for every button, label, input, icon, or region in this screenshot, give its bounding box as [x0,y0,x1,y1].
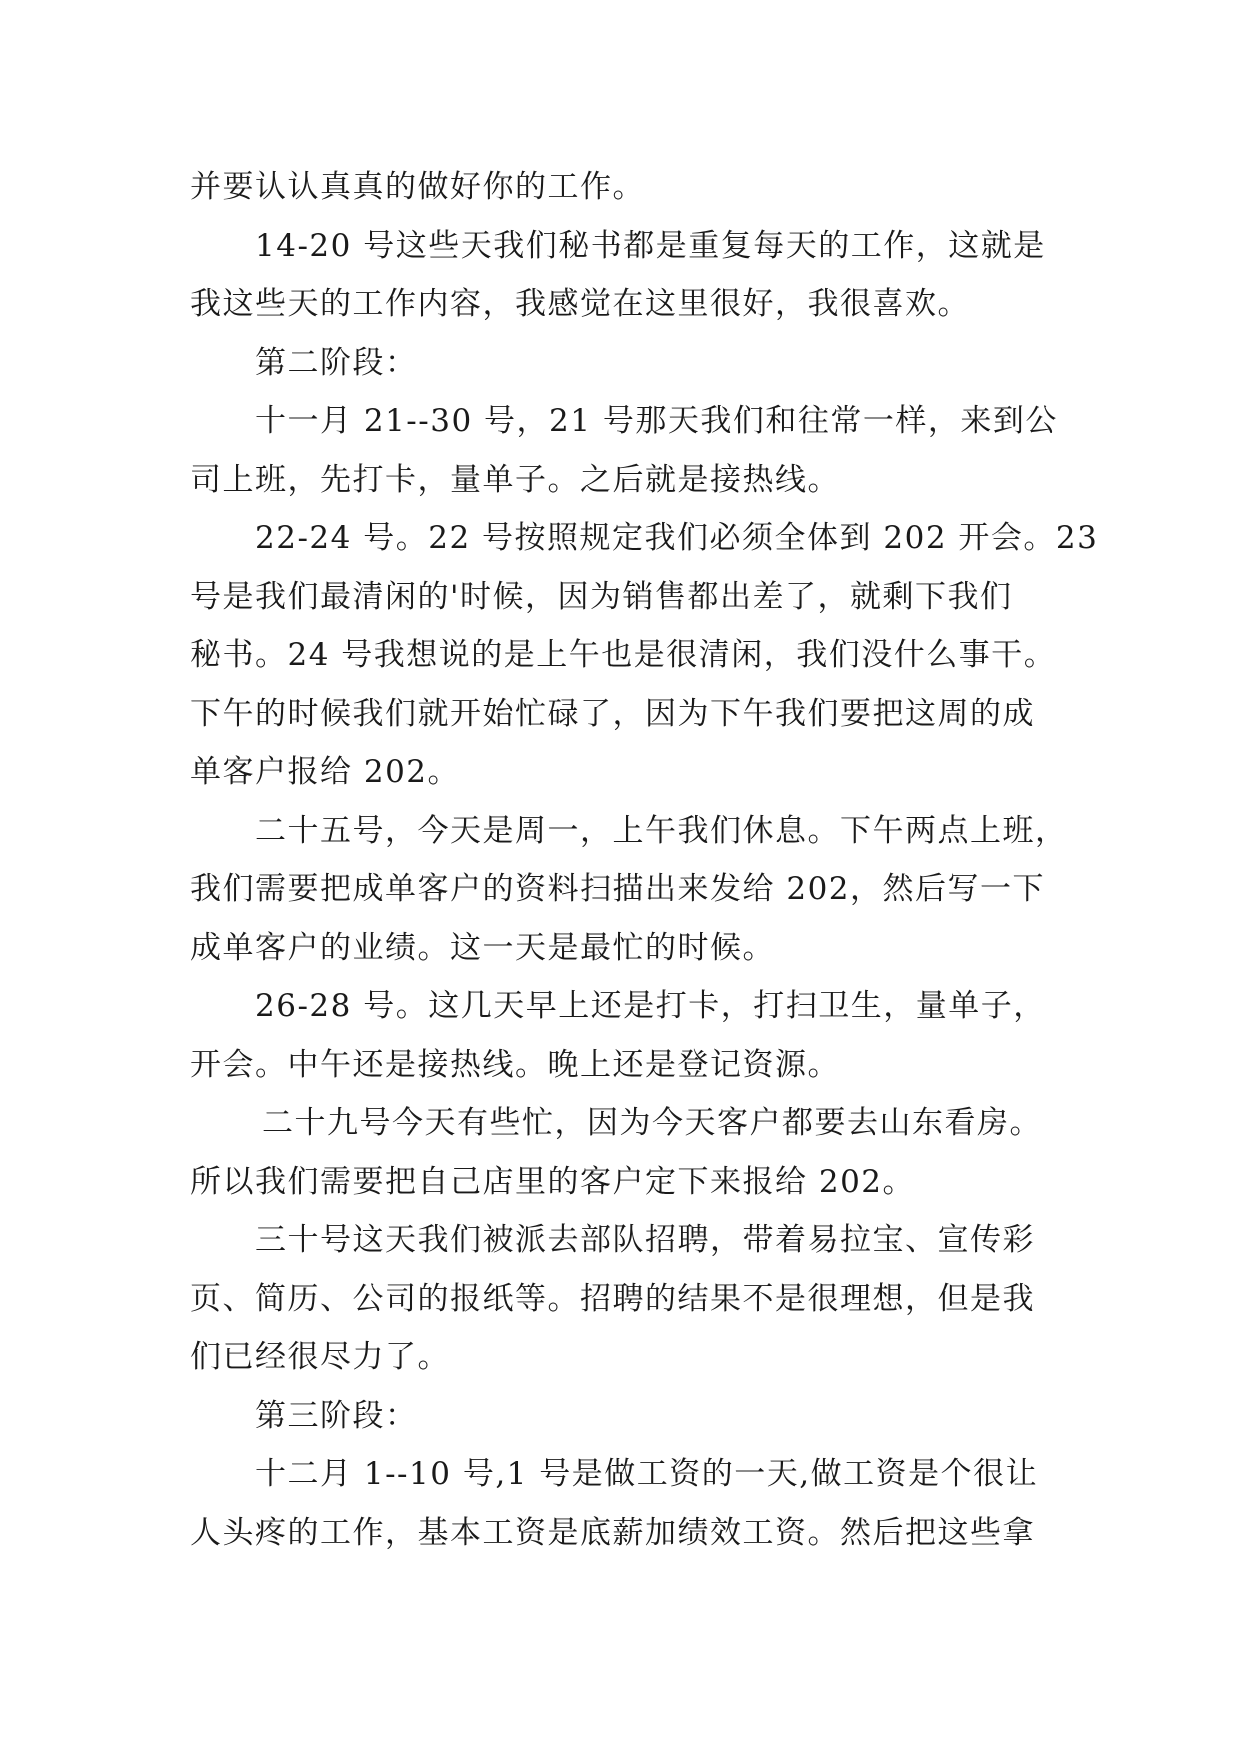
text-line: 司上班，先打卡，量单子。之后就是接热线。 [190,461,840,498]
text-line: 单客户报给 202。 [190,754,461,790]
text-line: 我这些天的工作内容，我感觉在这里很好，我很喜欢。 [190,286,970,322]
text-line: 人头疼的工作，基本工资是底薪加绩效工资。然后把这些拿 [190,1514,1035,1551]
paragraph-start-line: 十二月 1--10 号,1 号是做工资的一天,做工资是个很让 [255,1456,1039,1492]
text-line: 号是我们最清闲的'时候，因为销售都出差了，就剩下我们 [190,578,1013,615]
section-heading: 第二阶段： [255,344,418,381]
paragraph-start-line: 二十五号，今天是周一，上午我们休息。下午两点上班， [255,812,1068,849]
text-line: 们已经很尽力了。 [190,1339,450,1375]
paragraph-start-line: 26-28 号。这几天早上还是打卡，打扫卫生，量单子， [255,988,1046,1024]
section-heading: 第三阶段： [255,1397,418,1434]
text-line: 我们需要把成单客户的资料扫描出来发给 202，然后写一下 [190,871,1046,907]
text-line: 成单客户的业绩。这一天是最忙的时候。 [190,929,775,966]
text-line: 页、简历、公司的报纸等。招聘的结果不是很理想，但是我 [190,1280,1035,1317]
text-line: 秘书。24 号我想说的是上午也是很清闲，我们没什么事干。 [190,637,1057,673]
text-line: 所以我们需要把自己店里的客户定下来报给 202。 [190,1163,916,1200]
text-line: 并要认认真真的做好你的工作。 [190,169,645,205]
paragraph-start-line: 二十九号今天有些忙，因为今天客户都要去山东看房。 [262,1105,1042,1141]
paragraph-start-line: 22-24 号。22 号按照规定我们必须全体到 202 开会。23 [255,520,1099,556]
paragraph-start-line: 十一月 21--30 号，21 号那天我们和往常一样，来到公 [255,403,1058,439]
document-body [190,158,1099,1562]
text-line: 开会。中午还是接热线。晚上还是登记资源。 [190,1046,840,1083]
text-line: 下午的时候我们就开始忙碌了，因为下午我们要把这周的成 [190,695,1035,732]
paragraph-start-line: 14-20 号这些天我们秘书都是重复每天的工作，这就是 [255,227,1046,264]
paragraph-start-line: 三十号这天我们被派去部队招聘，带着易拉宝、宣传彩 [255,1222,1035,1258]
